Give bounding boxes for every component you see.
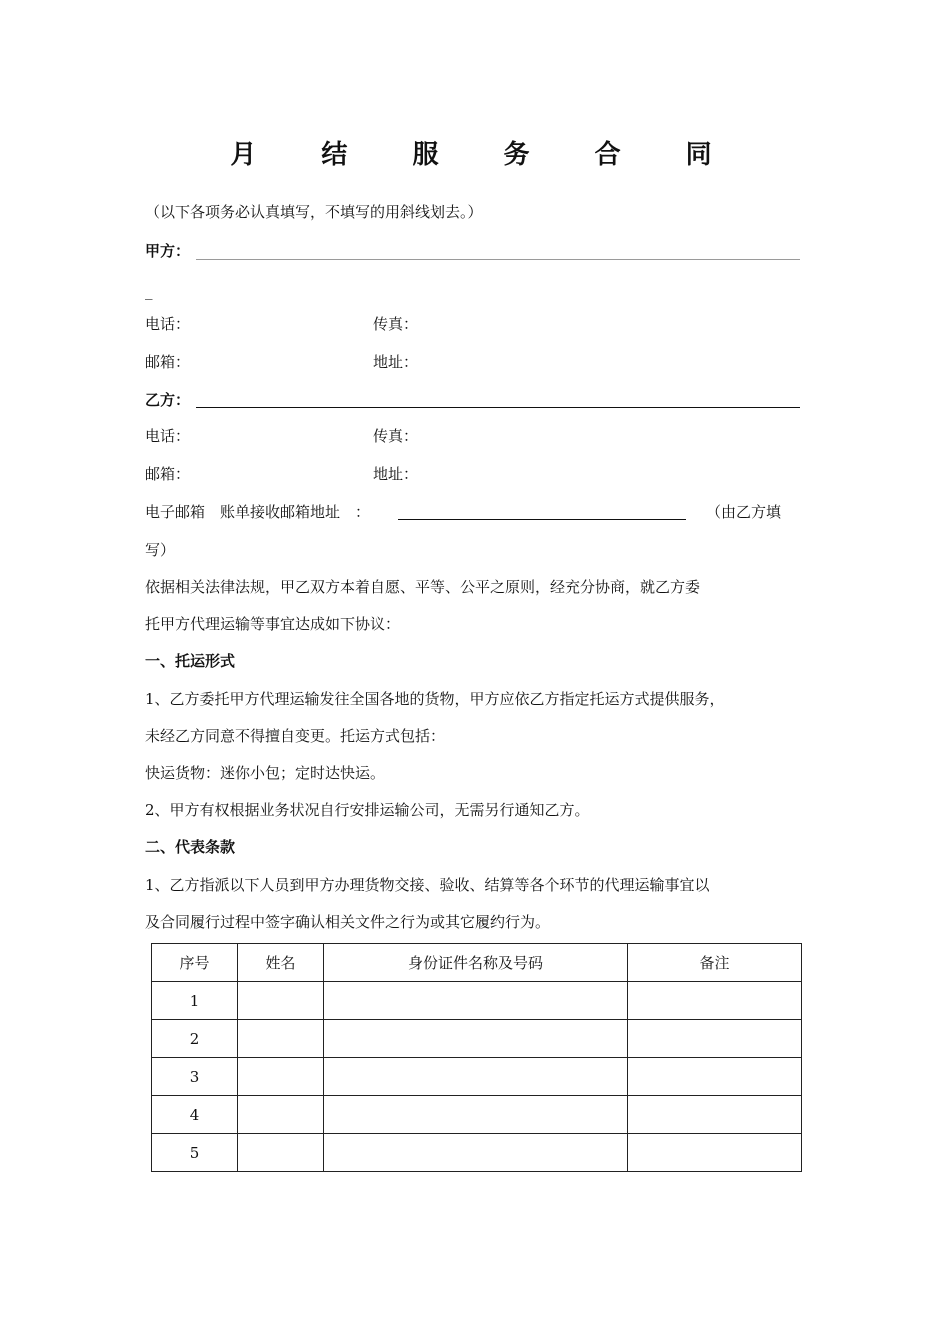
party-b-fax-label: 传真： (373, 427, 419, 445)
header-id-document: 身份证件名称及号码 (324, 944, 628, 982)
row-name-cell[interactable] (238, 982, 324, 1020)
billing-email-hint-a: （由乙方填 (706, 503, 782, 521)
intro-line-1: 依据相关法律法规，甲乙双方本着自愿、平等、公平之原则，经充分协商，就乙方委 (145, 578, 701, 596)
intro-line-2: 托甲方代理运输等事宜达成如下协议： (145, 615, 401, 633)
row-id-document-cell[interactable] (324, 1096, 628, 1134)
row-remarks-cell[interactable] (628, 982, 802, 1020)
party-b-label: 乙方： (145, 391, 191, 409)
row-id-document-cell[interactable] (324, 1058, 628, 1096)
row-name-cell[interactable] (238, 1058, 324, 1096)
section-1-heading: 一、托运形式 (145, 652, 236, 670)
row-remarks-cell[interactable] (628, 1020, 802, 1058)
party-b-name-line[interactable] (196, 407, 800, 408)
row-serial-number: 1 (152, 982, 238, 1020)
header-name: 姓名 (238, 944, 324, 982)
party-a-address-label: 地址： (373, 353, 419, 371)
table-row (152, 1134, 802, 1172)
fill-instruction-note: （以下各项务必认真填写，不填写的用斜线划去。） (145, 203, 483, 221)
party-a-mailbox-label: 邮箱： (145, 353, 191, 371)
table-header-row (152, 944, 802, 982)
billing-email-line[interactable] (398, 519, 686, 520)
party-b-phone-label: 电话： (145, 427, 191, 445)
party-b-mailbox-label: 邮箱： (145, 465, 191, 483)
table-row (152, 1096, 802, 1134)
document-title: 月 结 服 务 合 同 (230, 140, 740, 170)
table-row (152, 1020, 802, 1058)
row-id-document-cell[interactable] (324, 1020, 628, 1058)
section-2-clause-1-line-1: 1、乙方指派以下人员到甲方办理货物交接、验收、结算等各个环节的代理运输事宜以 (145, 876, 710, 894)
header-remarks: 备注 (628, 944, 802, 982)
section-1-clause-1-line-2: 未经乙方同意不得擅自变更。托运方式包括： (145, 727, 446, 745)
row-name-cell[interactable] (238, 1020, 324, 1058)
section-1-shipping-types: 快运货物：迷你小包；定时达快运。 (145, 764, 386, 782)
table-row (152, 1058, 802, 1096)
section-1-clause-1-line-1: 1、乙方委托甲方代理运输发往全国各地的货物，甲方应依乙方指定托运方式提供服务， (145, 690, 725, 708)
row-id-document-cell[interactable] (324, 1134, 628, 1172)
header-serial-number: 序号 (152, 944, 238, 982)
party-a-label: 甲方： (145, 242, 191, 260)
row-name-cell[interactable] (238, 1134, 324, 1172)
representatives-table (151, 943, 802, 1172)
row-name-cell[interactable] (238, 1096, 324, 1134)
party-a-fax-label: 传真： (373, 315, 419, 333)
row-id-document-cell[interactable] (324, 982, 628, 1020)
party-a-name-line[interactable] (196, 259, 800, 260)
row-serial-number: 5 (152, 1134, 238, 1172)
billing-email-hint-b: 写） (145, 541, 176, 559)
section-2-clause-1-line-2: 及合同履行过程中签字确认相关文件之行为或其它履约行为。 (145, 913, 551, 931)
party-b-address-label: 地址： (373, 465, 419, 483)
row-serial-number: 3 (152, 1058, 238, 1096)
section-1-clause-2: 2、甲方有权根据业务状况自行安排运输公司，无需另行通知乙方。 (145, 801, 590, 819)
row-remarks-cell[interactable] (628, 1134, 802, 1172)
section-2-heading: 二、代表条款 (145, 838, 236, 856)
billing-email-label: 电子邮箱 账单接收邮箱地址 ： (145, 503, 371, 521)
row-remarks-cell[interactable] (628, 1096, 802, 1134)
party-a-phone-label: 电话： (145, 315, 191, 333)
party-a-trailing-mark: _ (145, 282, 153, 300)
row-serial-number: 4 (152, 1096, 238, 1134)
table-row (152, 982, 802, 1020)
row-serial-number: 2 (152, 1020, 238, 1058)
row-remarks-cell[interactable] (628, 1058, 802, 1096)
